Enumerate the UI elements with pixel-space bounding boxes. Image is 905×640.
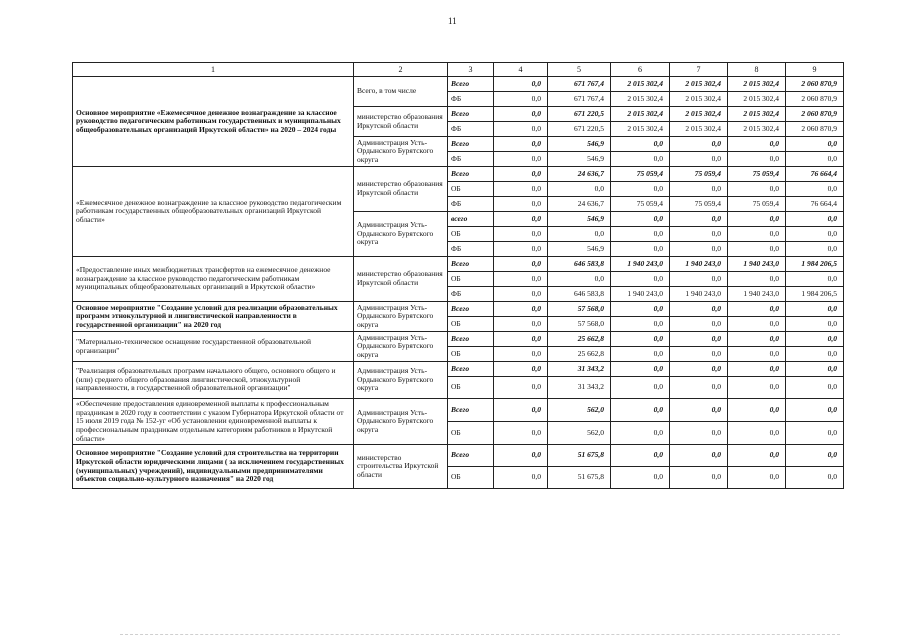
amount-cell: 1 940 243,0 — [670, 287, 728, 302]
amount-cell: 0,0 — [494, 317, 548, 332]
funding-source: ФБ — [448, 287, 494, 302]
funding-source: Всего — [448, 445, 494, 467]
executor-label: Администрация Усть-Ордынского Бурятского округа — [354, 399, 448, 445]
amount-cell: 76 664,4 — [786, 167, 844, 182]
amount-cell: 0,0 — [728, 152, 786, 167]
measure-name: "Материально-техническое оснащение государственной образовательной организации" — [73, 332, 354, 362]
funding-source: Всего — [448, 137, 494, 152]
amount-cell: 2 015 302,4 — [728, 92, 786, 107]
header-cell: 6 — [611, 63, 670, 77]
amount-cell: 0,0 — [670, 399, 728, 422]
amount-cell: 0,0 — [728, 137, 786, 152]
amount-cell: 0,0 — [494, 92, 548, 107]
amount-cell: 646 583,8 — [548, 287, 611, 302]
amount-cell: 31 343,2 — [548, 362, 611, 377]
amount-cell: 2 060 870,9 — [786, 122, 844, 137]
amount-cell: 0,0 — [670, 182, 728, 197]
amount-cell: 0,0 — [728, 377, 786, 399]
amount-cell: 0,0 — [786, 182, 844, 197]
funding-source: ОБ — [448, 182, 494, 197]
funding-source: ФБ — [448, 152, 494, 167]
amount-cell: 0,0 — [670, 302, 728, 317]
amount-cell: 0,0 — [494, 227, 548, 242]
header-cell: 5 — [548, 63, 611, 77]
amount-cell: 0,0 — [786, 272, 844, 287]
amount-cell: 0,0 — [728, 227, 786, 242]
amount-cell: 0,0 — [728, 302, 786, 317]
amount-cell: 0,0 — [670, 212, 728, 227]
header-cell: 1 — [73, 63, 354, 77]
amount-cell: 75 059,4 — [670, 197, 728, 212]
amount-cell: 0,0 — [728, 347, 786, 362]
executor-label: Всего, в том числе — [354, 77, 448, 107]
amount-cell: 0,0 — [494, 272, 548, 287]
funding-source: ОБ — [448, 317, 494, 332]
measure-name: «Обеспечение предоставления единовременной выплаты к профессиональным праздникам в 2020 году в соответствии с указом Губернатора Иркутской области от 15 июля 2019 года № 152-уг «Об установлении единовременной выплаты к профессиональным праздникам отдельным категориям работников в Иркутской области» — [73, 399, 354, 445]
amount-cell: 0,0 — [786, 377, 844, 399]
amount-cell: 75 059,4 — [670, 167, 728, 182]
amount-cell: 671 767,4 — [548, 92, 611, 107]
header-cell: 3 — [448, 63, 494, 77]
amount-cell: 0,0 — [728, 272, 786, 287]
amount-cell: 25 662,8 — [548, 347, 611, 362]
executor-label: министерство образования Иркутской области — [354, 257, 448, 302]
amount-cell: 2 015 302,4 — [611, 122, 670, 137]
amount-cell: 0,0 — [548, 227, 611, 242]
amount-cell: 0,0 — [494, 182, 548, 197]
amount-cell: 0,0 — [611, 137, 670, 152]
amount-cell: 75 059,4 — [611, 167, 670, 182]
amount-cell: 0,0 — [728, 399, 786, 422]
amount-cell: 0,0 — [786, 445, 844, 467]
amount-cell: 0,0 — [611, 399, 670, 422]
amount-cell: 0,0 — [494, 422, 548, 445]
table-body — [73, 63, 844, 489]
amount-cell: 0,0 — [670, 317, 728, 332]
amount-cell: 0,0 — [494, 152, 548, 167]
funding-source: Всего — [448, 332, 494, 347]
amount-cell: 0,0 — [611, 227, 670, 242]
funding-source: Всего — [448, 302, 494, 317]
amount-cell: 57 568,0 — [548, 317, 611, 332]
amount-cell: 0,0 — [611, 272, 670, 287]
amount-cell: 2 060 870,9 — [786, 107, 844, 122]
amount-cell: 0,0 — [786, 227, 844, 242]
amount-cell: 0,0 — [786, 467, 844, 489]
amount-cell: 0,0 — [670, 242, 728, 257]
funding-source: Всего — [448, 362, 494, 377]
amount-cell: 76 664,4 — [786, 197, 844, 212]
table-row — [73, 302, 844, 317]
executor-label: Администрация Усть-Ордынского Бурятского округа — [354, 362, 448, 399]
amount-cell: 562,0 — [548, 399, 611, 422]
amount-cell: 31 343,2 — [548, 377, 611, 399]
bottom-divider — [120, 634, 840, 636]
amount-cell: 0,0 — [786, 399, 844, 422]
amount-cell: 0,0 — [611, 212, 670, 227]
amount-cell: 0,0 — [494, 242, 548, 257]
amount-cell: 0,0 — [670, 272, 728, 287]
measure-name: Основное мероприятие «Ежемесячное денежное вознаграждение за классное руководство педагогическим работникам государственных и муниципальных общеобразовательных организаций Иркутской области» на 2020 – 2024 годы — [73, 77, 354, 167]
amount-cell: 0,0 — [786, 422, 844, 445]
funding-source: ОБ — [448, 467, 494, 489]
amount-cell: 0,0 — [611, 317, 670, 332]
amount-cell: 2 015 302,4 — [611, 107, 670, 122]
amount-cell: 2 015 302,4 — [728, 107, 786, 122]
funding-source: ОБ — [448, 347, 494, 362]
amount-cell: 0,0 — [670, 227, 728, 242]
executor-label: Администрация Усть-Ордынского Бурятского округа — [354, 302, 448, 332]
amount-cell: 24 636,7 — [548, 197, 611, 212]
amount-cell: 0,0 — [728, 317, 786, 332]
header-cell: 2 — [354, 63, 448, 77]
amount-cell: 546,9 — [548, 242, 611, 257]
executor-label: министерство образования Иркутской области — [354, 107, 448, 137]
amount-cell: 0,0 — [494, 287, 548, 302]
funding-source: всего — [448, 212, 494, 227]
header-cell: 9 — [786, 63, 844, 77]
amount-cell: 0,0 — [786, 332, 844, 347]
amount-cell: 2 015 302,4 — [611, 92, 670, 107]
amount-cell: 0,0 — [670, 467, 728, 489]
amount-cell: 0,0 — [494, 347, 548, 362]
amount-cell: 0,0 — [494, 399, 548, 422]
amount-cell: 2 015 302,4 — [670, 92, 728, 107]
amount-cell: 2 015 302,4 — [611, 77, 670, 92]
funding-source: Всего — [448, 167, 494, 182]
amount-cell: 0,0 — [728, 445, 786, 467]
amount-cell: 1 940 243,0 — [611, 257, 670, 272]
amount-cell: 0,0 — [786, 212, 844, 227]
amount-cell: 671 220,5 — [548, 122, 611, 137]
amount-cell: 0,0 — [494, 212, 548, 227]
amount-cell: 671 220,5 — [548, 107, 611, 122]
amount-cell: 2 015 302,4 — [670, 122, 728, 137]
funding-source: ОБ — [448, 422, 494, 445]
amount-cell: 0,0 — [786, 152, 844, 167]
amount-cell: 0,0 — [670, 422, 728, 445]
amount-cell: 51 675,8 — [548, 445, 611, 467]
amount-cell: 75 059,4 — [611, 197, 670, 212]
funding-source: Всего — [448, 77, 494, 92]
table-row — [73, 167, 844, 182]
amount-cell: 0,0 — [611, 332, 670, 347]
measure-name: «Предоставление иных межбюджетных трансфертов на ежемесячное денежное вознаграждение за классное руководство педагогическим работникам муниципальных общеобразовательных организаций в Иркутской области» — [73, 257, 354, 302]
amount-cell: 0,0 — [728, 362, 786, 377]
amount-cell: 0,0 — [611, 302, 670, 317]
amount-cell: 0,0 — [670, 362, 728, 377]
amount-cell: 0,0 — [786, 317, 844, 332]
amount-cell: 0,0 — [728, 332, 786, 347]
amount-cell: 0,0 — [494, 122, 548, 137]
amount-cell: 25 662,8 — [548, 332, 611, 347]
amount-cell: 2 015 302,4 — [670, 107, 728, 122]
amount-cell: 0,0 — [670, 152, 728, 167]
measure-name: "Реализация образовательных программ начального общего, основного общего и (или) среднего общего образования лингвистической, этнокультурной направленности, в государственной образовательной организации" — [73, 362, 354, 399]
amount-cell: 0,0 — [548, 272, 611, 287]
amount-cell: 0,0 — [611, 377, 670, 399]
amount-cell: 1 940 243,0 — [611, 287, 670, 302]
funding-source: Всего — [448, 399, 494, 422]
funding-source: Всего — [448, 257, 494, 272]
amount-cell: 0,0 — [494, 257, 548, 272]
executor-label: Администрация Усть-Ордынского Бурятского округа — [354, 212, 448, 257]
amount-cell: 0,0 — [494, 197, 548, 212]
funding-source: ОБ — [448, 227, 494, 242]
executor-label: Администрация Усть-Ордынского Бурятского округа — [354, 137, 448, 167]
amount-cell: 0,0 — [611, 467, 670, 489]
amount-cell: 1 940 243,0 — [728, 257, 786, 272]
amount-cell: 546,9 — [548, 152, 611, 167]
funding-source: ОБ — [448, 377, 494, 399]
measure-name: Основное мероприятие "Создание условий для реализации образовательных программ этнокультурной и лингвистической направленности в государственной организации" на 2020 год — [73, 302, 354, 332]
amount-cell: 562,0 — [548, 422, 611, 445]
funding-source: ФБ — [448, 122, 494, 137]
amount-cell: 24 636,7 — [548, 167, 611, 182]
budget-table — [72, 62, 844, 489]
amount-cell: 0,0 — [786, 242, 844, 257]
measure-name: Основное мероприятие "Создание условий для строительства на территории Иркутской области юридическими лицами ( за исключением государственных (муниципальных) учреждений), индивидуальными предпринимателями объектов социально-культурного назначения" на 2020 год — [73, 445, 354, 489]
amount-cell: 0,0 — [548, 182, 611, 197]
amount-cell: 646 583,8 — [548, 257, 611, 272]
table-row — [73, 257, 844, 272]
funding-source: ФБ — [448, 92, 494, 107]
amount-cell: 0,0 — [786, 347, 844, 362]
amount-cell: 0,0 — [494, 332, 548, 347]
amount-cell: 546,9 — [548, 137, 611, 152]
table-row — [73, 77, 844, 92]
amount-cell: 0,0 — [670, 332, 728, 347]
amount-cell: 0,0 — [670, 347, 728, 362]
amount-cell: 2 015 302,4 — [670, 77, 728, 92]
amount-cell: 75 059,4 — [728, 197, 786, 212]
amount-cell: 0,0 — [494, 167, 548, 182]
amount-cell: 0,0 — [494, 77, 548, 92]
funding-source: ФБ — [448, 242, 494, 257]
amount-cell: 0,0 — [728, 422, 786, 445]
amount-cell: 0,0 — [728, 182, 786, 197]
amount-cell: 1 940 243,0 — [670, 257, 728, 272]
amount-cell: 0,0 — [611, 182, 670, 197]
header-cell: 4 — [494, 63, 548, 77]
amount-cell: 51 675,8 — [548, 467, 611, 489]
executor-label: министерство образования Иркутской области — [354, 167, 448, 212]
amount-cell: 2 015 302,4 — [728, 122, 786, 137]
table-row — [73, 362, 844, 377]
amount-cell: 0,0 — [494, 467, 548, 489]
amount-cell: 0,0 — [494, 302, 548, 317]
amount-cell: 0,0 — [728, 467, 786, 489]
funding-source: ФБ — [448, 197, 494, 212]
executor-label: министерство строительства Иркутской области — [354, 445, 448, 489]
amount-cell: 0,0 — [611, 347, 670, 362]
amount-cell: 0,0 — [494, 107, 548, 122]
measure-name: «Ежемесячное денежное вознаграждение за классное руководство педагогическим работникам государственных общеобразовательных организаций Иркутской области» — [73, 167, 354, 257]
amount-cell: 2 060 870,9 — [786, 77, 844, 92]
amount-cell: 0,0 — [494, 362, 548, 377]
amount-cell: 1 940 243,0 — [728, 287, 786, 302]
amount-cell: 0,0 — [670, 377, 728, 399]
amount-cell: 75 059,4 — [728, 167, 786, 182]
header-cell: 8 — [728, 63, 786, 77]
amount-cell: 0,0 — [611, 445, 670, 467]
amount-cell: 0,0 — [670, 137, 728, 152]
amount-cell: 1 984 206,5 — [786, 257, 844, 272]
amount-cell: 0,0 — [611, 242, 670, 257]
funding-source: Всего — [448, 107, 494, 122]
table-row — [73, 332, 844, 347]
amount-cell: 0,0 — [786, 362, 844, 377]
amount-cell: 0,0 — [786, 302, 844, 317]
funding-source: ОБ — [448, 272, 494, 287]
header-cell: 7 — [670, 63, 728, 77]
amount-cell: 0,0 — [611, 152, 670, 167]
amount-cell: 0,0 — [494, 377, 548, 399]
amount-cell: 0,0 — [611, 422, 670, 445]
page-number: 11 — [448, 16, 457, 26]
amount-cell: 0,0 — [611, 362, 670, 377]
amount-cell: 1 984 206,5 — [786, 287, 844, 302]
amount-cell: 2 060 870,9 — [786, 92, 844, 107]
amount-cell: 546,9 — [548, 212, 611, 227]
header-row — [73, 63, 844, 77]
amount-cell: 57 568,0 — [548, 302, 611, 317]
table-row — [73, 399, 844, 422]
amount-cell: 0,0 — [494, 137, 548, 152]
executor-label: Администрация Усть-Ордынского Бурятского округа — [354, 332, 448, 362]
amount-cell: 2 015 302,4 — [728, 77, 786, 92]
amount-cell: 0,0 — [728, 242, 786, 257]
amount-cell: 0,0 — [670, 445, 728, 467]
table-row — [73, 445, 844, 467]
amount-cell: 0,0 — [494, 445, 548, 467]
amount-cell: 671 767,4 — [548, 77, 611, 92]
amount-cell: 0,0 — [728, 212, 786, 227]
amount-cell: 0,0 — [786, 137, 844, 152]
